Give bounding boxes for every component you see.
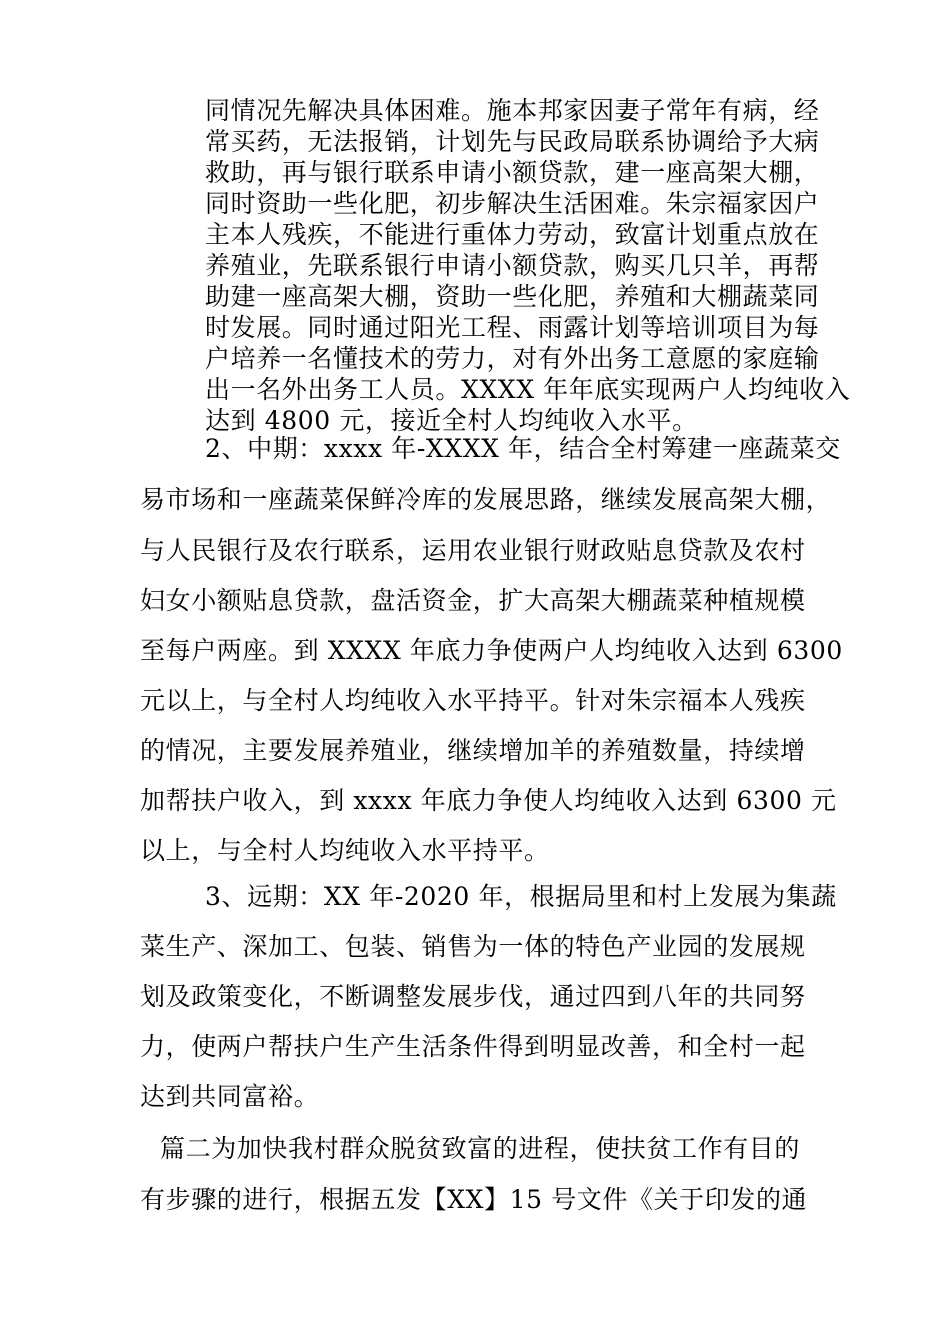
text-line: 篇二为加快我村群众脱贫致富的进程，使扶贫工作有目的	[160, 1134, 801, 1163]
text-line: 达到 4800 元，接近全村人均纯收入水平。	[205, 406, 698, 435]
text-line: 划及政策变化，不断调整发展步伐，通过四到八年的共同努	[140, 982, 806, 1011]
text-line: 救助，再与银行联系申请小额贷款，建一座高架大棚，	[205, 158, 820, 187]
text-line: 出一名外出务工人员。XXXX 年年底实现两户人均纯收入	[205, 375, 851, 404]
text-line: 时发展。同时通过阳光工程、雨露计划等培训项目为每	[205, 313, 820, 342]
text-line: 2、中期：xxxx 年-XXXX 年，结合全村筹建一座蔬菜交	[205, 434, 841, 463]
text-line: 3、远期：XX 年-2020 年，根据局里和村上发展为集蔬	[205, 882, 837, 911]
text-line: 加帮扶户收入，到 xxxx 年底力争使人均纯收入达到 6300 元	[140, 786, 837, 815]
text-line: 达到共同富裕。	[140, 1082, 320, 1111]
text-line: 力，使两户帮扶户生产生活条件得到明显改善，和全村一起	[140, 1032, 806, 1061]
text-line: 妇女小额贴息贷款，盘活资金，扩大高架大棚蔬菜种植规模	[140, 586, 806, 615]
text-line: 的情况，主要发展养殖业，继续增加羊的养殖数量，持续增	[140, 736, 806, 765]
text-line: 户培养一名懂技术的劳力，对有外出务工意愿的家庭输	[205, 344, 820, 373]
text-line: 同时资助一些化肥，初步解决生活困难。朱宗福家因户	[205, 189, 820, 218]
text-line: 易市场和一座蔬菜保鲜冷库的发展思路，继续发展高架大棚，	[140, 485, 832, 514]
text-line: 元以上，与全村人均纯收入水平持平。针对朱宗福本人残疾	[140, 686, 806, 715]
text-line: 同情况先解决具体困难。施本邦家因妻子常年有病，经	[205, 96, 820, 125]
text-line: 与人民银行及农行联系，运用农业银行财政贴息贷款及农村	[140, 536, 806, 565]
text-line: 养殖业，先联系银行申请小额贷款，购买几只羊，再帮	[205, 251, 820, 280]
text-line: 主本人残疾，不能进行重体力劳动，致富计划重点放在	[205, 220, 820, 249]
text-line: 常买药，无法报销，计划先与民政局联系协调给予大病	[205, 127, 820, 156]
text-line: 以上，与全村人均纯收入水平持平。	[140, 836, 550, 865]
text-line: 助建一座高架大棚，资助一些化肥，养殖和大棚蔬菜同	[205, 282, 820, 311]
text-line: 至每户两座。到 XXXX 年底力争使两户人均纯收入达到 6300	[140, 636, 843, 665]
text-line: 菜生产、深加工、包装、销售为一体的特色产业园的发展规	[140, 932, 806, 961]
text-line: 有步骤的进行，根据五发【XX】15 号文件《关于印发的通	[140, 1185, 808, 1214]
